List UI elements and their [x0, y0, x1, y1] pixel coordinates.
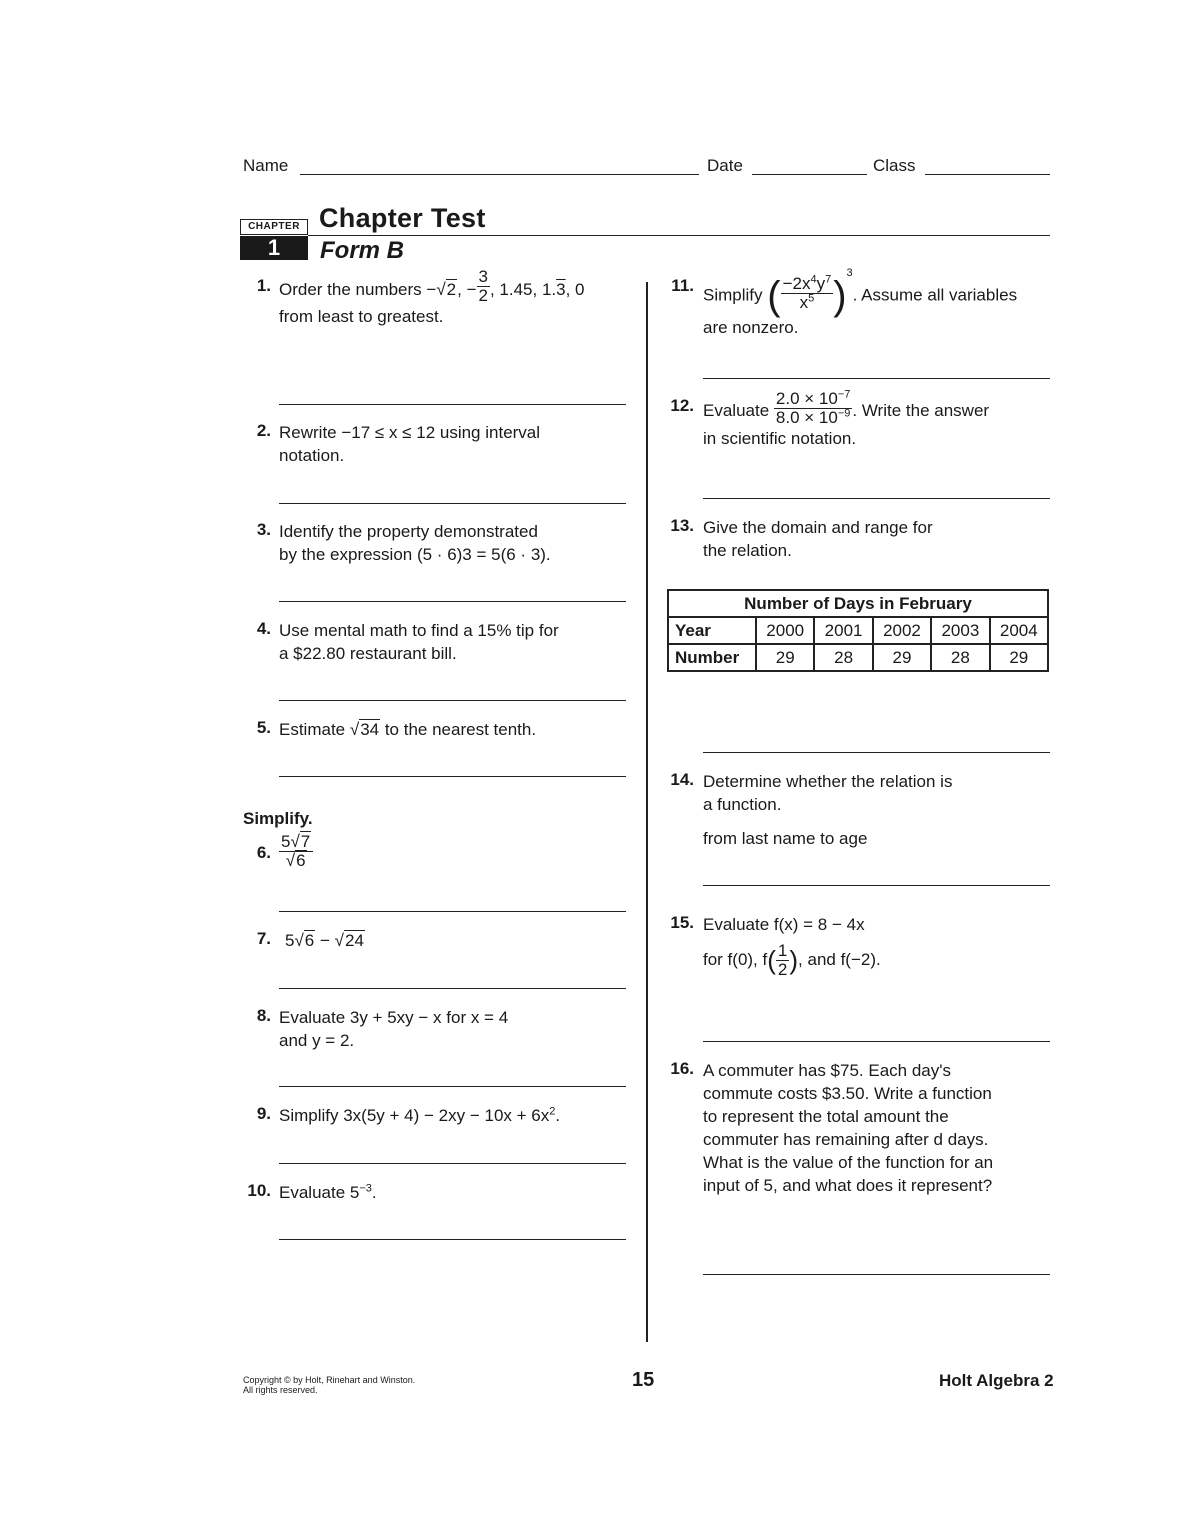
table-row [668, 644, 1048, 671]
q7-text: 5√6 − √24 [285, 931, 364, 950]
q5-number: 5. [256, 718, 271, 737]
table-row [668, 617, 1048, 644]
title-rule [308, 235, 1050, 236]
table-row-label: Year [668, 617, 756, 644]
q12-text: Evaluate $\frac{2.0 \times 10^{-7}}{8.0 \times 10^{-9}}$ . Write the answer in scientific notation. [703, 388, 990, 448]
table-cell: 2002 [873, 617, 931, 644]
q2-number: 2. [256, 421, 271, 440]
q4-text: Use mental math to find a 15% tip for a $22.80 restaurant bill. [279, 621, 559, 663]
q7-number: 7. [256, 929, 271, 948]
table-cell: 28 [931, 644, 989, 671]
q9-answer-line[interactable] [279, 1163, 626, 1164]
q4-number: 4. [256, 619, 271, 638]
table-cell: 2004 [990, 617, 1048, 644]
q15-text: Evaluate f(x) = 8 − 4x [703, 915, 865, 934]
q13-text: Give the domain and range for the relation. [703, 518, 933, 560]
q5-answer-line[interactable] [279, 776, 626, 777]
q8-text: Evaluate 3y + 5xy − x for x = 4 and y = 2. [279, 1008, 509, 1050]
q9-text: Simplify $3x(5y + 4) - 2xy - 10x + 6x^2$. [279, 1105, 561, 1125]
q15-number: 15. [670, 913, 694, 932]
q3-answer-line[interactable] [279, 601, 626, 602]
chapter-label-box: CHAPTER [240, 219, 308, 235]
table-cell: 2003 [931, 617, 989, 644]
q14-relation: from last name to age [703, 829, 868, 848]
q3-text: Identify the property demonstrated by the expression (5 · 6)3 = 5(6 · 3). [279, 522, 551, 564]
chapter-number-box: 1 [240, 236, 308, 260]
q10-text: Evaluate $5^{-3}$. [279, 1182, 377, 1202]
q14-number: 14. [670, 770, 694, 789]
q6-text: $\frac{5√7}{√6}$ [279, 833, 313, 870]
q13-number: 13. [670, 516, 694, 535]
table-row-label: Number [668, 644, 756, 671]
q9-number: 9. [256, 1104, 271, 1123]
q14-text: Determine whether the relation is a function. [703, 772, 953, 814]
q12-answer-line[interactable] [703, 498, 1050, 499]
q16-text: A commuter has $75. Each day's commute costs $3.50. Write a function to represent the total amount the commuter has remaining after d days. What is the value of the function for an input of 5, and what does it represent? [703, 1061, 994, 1195]
q3-number: 3. [256, 520, 271, 539]
table-cell: 29 [873, 644, 931, 671]
copyright: Copyright © by Holt, Rinehart and Winston. All rights reserved. [243, 1375, 416, 1395]
q14-answer-line[interactable] [703, 885, 1050, 886]
q15-inputs: for f(0), f( $\frac{1}{2}$ ), and f(−2). [703, 941, 881, 979]
q13-answer-line[interactable] [703, 752, 1050, 753]
relation-table [667, 589, 1049, 672]
q11-number: 11. [671, 276, 694, 295]
date-field[interactable] [752, 174, 867, 175]
q11-text: Simplify ( $\frac{-2x^4y^7}{x^5}$ )$^3$. Assume all variables are nonzero. [703, 266, 1018, 337]
q8-number: 8. [256, 1006, 271, 1025]
q8-answer-line[interactable] [279, 1086, 626, 1087]
page-number: 15 [632, 1369, 655, 1391]
table-title: Number of Days in February [668, 590, 1048, 617]
page-title: Chapter Test [319, 203, 486, 233]
class-label: Class [873, 156, 916, 175]
q2-answer-line[interactable] [279, 503, 626, 504]
q2-text: Rewrite −17 ≤ x ≤ 12 using interval notation. [279, 423, 541, 465]
column-divider [646, 282, 648, 1342]
book-title: Holt Algebra 2 [939, 1371, 1054, 1390]
table-cell: 2000 [756, 617, 814, 644]
form-subtitle: Form B [320, 237, 404, 264]
table-cell: 29 [756, 644, 814, 671]
class-field[interactable] [925, 174, 1050, 175]
q7-answer-line[interactable] [279, 988, 626, 989]
q12-number: 12. [670, 396, 694, 415]
q10-answer-line[interactable] [279, 1239, 626, 1240]
q1-answer-line[interactable] [279, 404, 626, 405]
q11-answer-line[interactable] [703, 378, 1050, 379]
q4-answer-line[interactable] [279, 700, 626, 701]
q1-number: 1. [256, 276, 271, 295]
table-cell: 29 [990, 644, 1048, 671]
table-cell: 28 [814, 644, 872, 671]
q1-text: Order the numbers −√2, − $\frac{3}{2}$ , 1.45, 1.3, 0 from least to greatest. [279, 267, 585, 326]
name-field[interactable] [300, 174, 699, 175]
q6-number: 6. [256, 843, 271, 862]
q16-answer-line[interactable] [703, 1274, 1050, 1275]
q10-number: 10. [247, 1181, 271, 1200]
simplify-heading: Simplify. [243, 809, 313, 828]
q15-answer-line[interactable] [703, 1041, 1050, 1042]
name-label: Name [243, 156, 289, 175]
date-label: Date [707, 156, 743, 175]
table-cell: 2001 [814, 617, 872, 644]
q16-number: 16. [670, 1059, 694, 1078]
q6-answer-line[interactable] [279, 911, 626, 912]
q5-text: Estimate √34 to the nearest tenth. [279, 720, 537, 739]
